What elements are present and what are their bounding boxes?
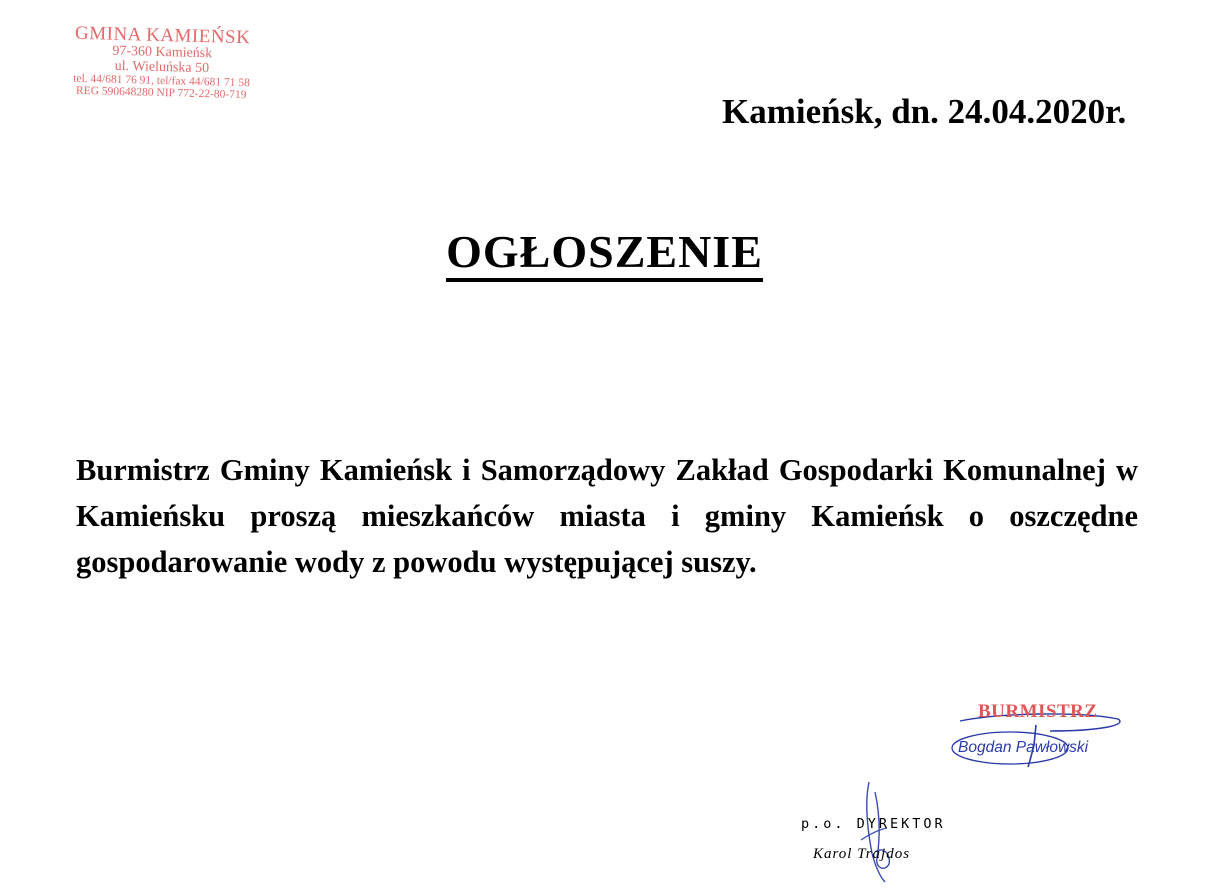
document-title: OGŁOSZENIE [446, 228, 763, 282]
stamp-phone-line: tel. 44/681 76 91, tel/fax 44/681 71 58 [73, 72, 250, 90]
stamp-street-line: ul. Wieluńska 50 [114, 58, 210, 76]
stamp-postal-line: 97-360 Kamieńsk [112, 43, 213, 62]
document-date: Kamieńsk, dn. 24.04.2020r. [722, 92, 1127, 131]
document-heading-wrapper [0, 228, 1209, 282]
mayor-title: BURMISTRZ [978, 701, 1098, 722]
mayor-signature-stamp [930, 695, 1150, 775]
director-name: Karol Trajdos [813, 846, 911, 862]
director-signature-scribble [795, 780, 995, 885]
mayor-name: Bogdan Pawłowski [958, 739, 1089, 756]
director-title: p.o. DYREKTOR [801, 816, 946, 832]
municipality-stamp [51, 23, 273, 102]
director-signature-stamp [795, 780, 995, 885]
announcement-body: Burmistrz Gminy Kamieńsk i Samorządowy Zakład Gospodarki Komunalnej w Kamieńsku proszą mieszkańców miasta i gminy Kamieńsk o oszczędne gospodarowanie wody z powodu występującej suszy. [76, 453, 1138, 579]
stamp-registry-line: REG 590648280 NIP 772-22-80-719 [75, 85, 247, 102]
stamp-title: GMINA KAMIEŃSK [74, 22, 251, 49]
